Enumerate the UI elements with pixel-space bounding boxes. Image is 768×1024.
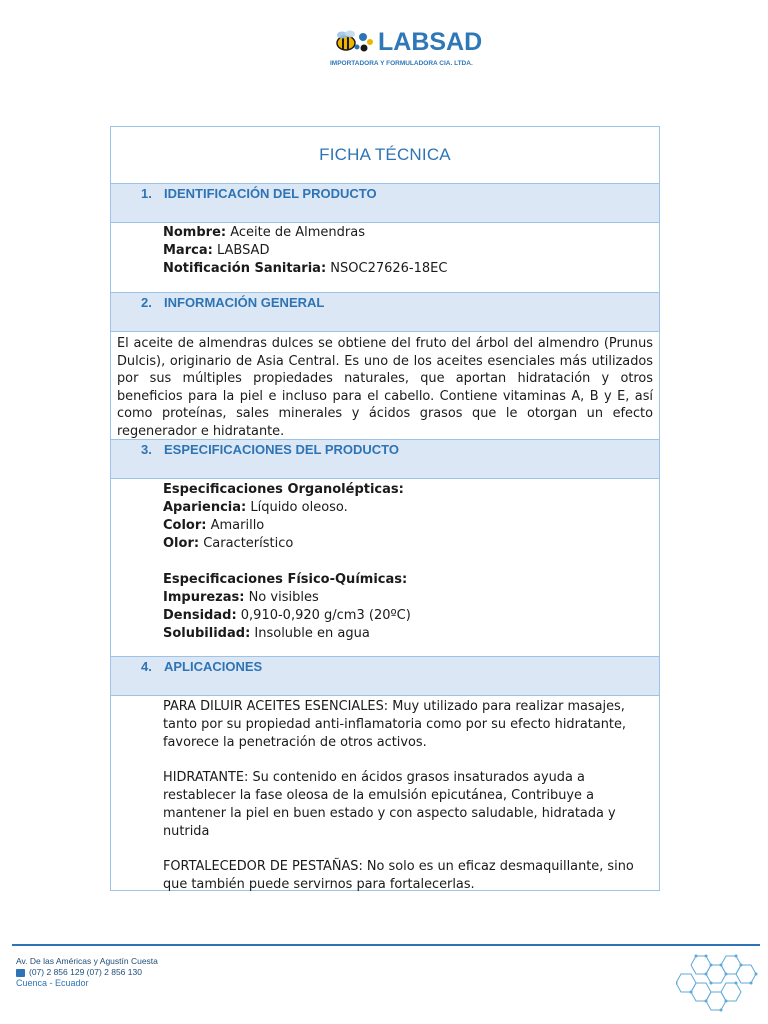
section-header-especificaciones — [111, 440, 659, 479]
footer-phones: (07) 2 856 129 (07) 2 856 130 — [29, 967, 142, 977]
densidad-line — [111, 607, 659, 625]
color-value: Amarillo — [206, 518, 265, 533]
hexagon-molecule-icon — [676, 948, 758, 1012]
aplicacion-pestanas-text: FORTALECEDOR DE PESTAÑAS: No solo es un eficaz desmaquillante, sino que también puede servirnos para fortalecerlas. — [163, 859, 634, 892]
section-header-identificacion — [111, 184, 659, 223]
marca-value: LABSAD — [212, 243, 270, 258]
organolepticas-heading — [111, 481, 659, 499]
section-title: ESPECIFICACIONES DEL PRODUCTO — [164, 442, 399, 457]
nombre-value: Aceite de Almendras — [226, 225, 365, 240]
footer-address: Av. De las Américas y Agustín Cuesta — [16, 956, 158, 966]
nombre-line — [111, 224, 659, 242]
marca-label: Marca: — [163, 243, 213, 258]
section-title: IDENTIFICACIÓN DEL PRODUCTO — [164, 186, 377, 201]
section-title: APLICACIONES — [164, 659, 263, 674]
notificacion-label: Notificación Sanitaria: — [163, 261, 327, 276]
marca-line — [111, 242, 659, 260]
document-title: FICHA TÉCNICA — [319, 145, 451, 164]
olor-label: Olor: — [163, 536, 200, 551]
nombre-label: Nombre: — [163, 225, 227, 240]
aplicacion-diluir-text: PARA DILUIR ACEITES ESENCIALES: Muy utilizado para realizar masajes, tanto por su propiedad anti-inflamatoria como por su efecto hidratante, favorece la penetración de otros activos. — [163, 699, 626, 750]
aplicacion-hidratante — [111, 769, 659, 841]
footer-phone-line — [16, 967, 158, 978]
footer-divider — [12, 944, 760, 946]
aplicacion-hidratante-text: HIDRATANTE: Su contenido en ácidos grasos insaturados ayuda a restablecer la fase oleosa de la emulsión epicutánea, Contribuye a mantener la piel en buen estado y con aspecto saludable, hidratada y nutrida — [163, 770, 616, 839]
section-number: 4. — [141, 659, 152, 674]
footer-city: Cuenca - Ecuador — [16, 978, 89, 988]
apariencia-value: Líquido oleoso. — [246, 500, 348, 515]
densidad-value: 0,910-0,920 g/cm3 (20ºC) — [236, 608, 411, 623]
impurezas-value: No visibles — [244, 590, 319, 605]
aplicacion-diluir — [111, 698, 659, 752]
section-header-aplicaciones — [111, 657, 659, 696]
densidad-label: Densidad: — [163, 608, 237, 623]
notificacion-line — [111, 260, 659, 278]
solubilidad-value: Insoluble en agua — [250, 626, 370, 641]
section-body-aplicaciones — [111, 696, 659, 890]
brand-tagline: IMPORTADORA Y FORMULADORA CIA. LTDA. — [330, 60, 473, 67]
section-body-identificacion — [111, 223, 659, 293]
color-label: Color: — [163, 518, 207, 533]
solubilidad-label: Solubilidad: — [163, 626, 251, 641]
impurezas-line — [111, 589, 659, 607]
title-row — [111, 127, 659, 184]
bee-logo-icon — [330, 28, 378, 56]
section-header-informacion — [111, 293, 659, 332]
section-number: 2. — [141, 295, 152, 310]
informacion-paragraph: El aceite de almendras dulces se obtiene del fruto del árbol del almendro (Prunus Dulcis), originario de Asia Central. Es uno de los aceites esenciales más utilizados por sus múltiples propiedades naturales, que aportan hidratación y otros beneficios para la piel e incluso para el cabello. Contiene vitaminas A, B y E, así como proteínas, sales minerales y ácidos grasos que le otorgan un efecto regenerador e hidratante. — [117, 336, 653, 439]
brand-name: LABSAD — [378, 28, 483, 56]
footer-address-block — [16, 956, 158, 989]
olor-value: Característico — [199, 536, 294, 551]
fisicoquimicas-heading — [111, 571, 659, 589]
aplicacion-pestanas — [111, 858, 659, 894]
fisicoquimicas-heading-text: Especificaciones Físico-Químicas: — [163, 572, 408, 587]
section-number: 3. — [141, 442, 152, 457]
section-body-informacion — [111, 332, 659, 440]
solubilidad-line — [111, 625, 659, 643]
impurezas-label: Impurezas: — [163, 590, 245, 605]
color-line — [111, 517, 659, 535]
section-body-especificaciones — [111, 479, 659, 657]
labsad-logo — [330, 22, 483, 72]
organolepticas-heading-text: Especificaciones Organolépticas: — [163, 482, 404, 497]
phone-icon — [16, 969, 25, 977]
notificacion-value: NSOC27626-18EC — [326, 261, 448, 276]
olor-line — [111, 535, 659, 553]
apariencia-label: Apariencia: — [163, 500, 247, 515]
ficha-tecnica-table — [110, 126, 660, 891]
section-number: 1. — [141, 186, 152, 201]
apariencia-line — [111, 499, 659, 517]
section-title: INFORMACIÓN GENERAL — [164, 295, 325, 310]
